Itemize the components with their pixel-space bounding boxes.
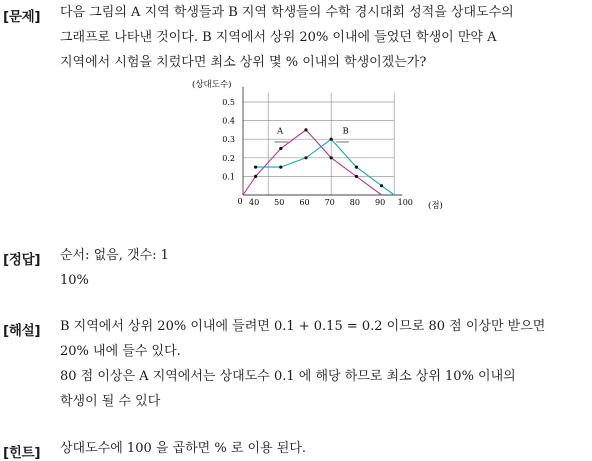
chart-svg xyxy=(190,75,452,215)
data-point-a xyxy=(304,128,307,131)
series-label-a: A xyxy=(277,126,284,137)
problem-text xyxy=(60,0,588,75)
y-axis-label: (상대도수) xyxy=(192,80,232,90)
data-point-b xyxy=(380,184,383,187)
explanation-line: 80 점 이상은 A 지역에서는 상대도수 0.1 에 해당 하므로 최소 상위 10% 이내의 xyxy=(60,369,516,384)
problem-line: 지역에서 시험을 치렀다면 최소 상위 몇 % 이내의 학생이겠는가? xyxy=(60,55,427,70)
problem-line: 그래프로 나타낸 것이다. B 지역에서 상위 20% 이내에 들었던 학생이 만약 A xyxy=(60,30,497,45)
x-tick-label: 70 xyxy=(324,198,335,207)
explanation-tag: [해설] xyxy=(3,323,41,339)
y-tick-label: 0.4 xyxy=(222,116,235,126)
x-tick-label: 60 xyxy=(299,198,310,207)
y-tick-label: 0.1 xyxy=(222,172,235,182)
explanation-line: 학생이 될 수 있다 xyxy=(60,394,161,409)
problem-tag: [문제] xyxy=(3,9,41,25)
x-tick-label: 100 xyxy=(397,198,413,207)
y-tick-label: 0.2 xyxy=(222,153,235,163)
x-tick-label: 0 xyxy=(237,197,243,206)
explanation-line: 20% 내에 들수 있다. xyxy=(60,344,181,359)
answer-line: 순서: 없음, 갯수: 1 xyxy=(60,248,169,263)
data-point-b xyxy=(254,166,257,169)
chart-series xyxy=(243,128,394,195)
x-tick-label: 40 xyxy=(248,198,260,207)
data-point-b xyxy=(355,166,358,169)
hint-text xyxy=(60,436,588,461)
data-point-a xyxy=(330,156,333,159)
y-tick-label: 0.3 xyxy=(222,135,235,145)
x-tick-label: 90 xyxy=(374,198,386,207)
data-point-b xyxy=(304,156,307,159)
data-point-a xyxy=(355,175,358,178)
x-tick-label: 80 xyxy=(349,198,360,207)
answer-tag: [정답] xyxy=(3,252,41,268)
series-line-b xyxy=(256,139,395,195)
y-tick-label: 0.5 xyxy=(222,98,235,107)
answer-value: 10% xyxy=(60,273,89,288)
frequency-polygon-chart xyxy=(190,75,452,215)
data-point-a xyxy=(254,175,257,178)
chart-axes xyxy=(222,87,413,207)
hint-line: 상대도수에 100 을 곱하면 % 로 이용 된다. xyxy=(60,441,307,456)
series-label-b: B xyxy=(342,126,349,137)
answer-text xyxy=(60,243,588,293)
data-point-b xyxy=(279,166,282,169)
explanation-text xyxy=(60,314,588,414)
x-tick-label: 50 xyxy=(274,198,285,207)
hint-tag: [힌트] xyxy=(3,445,41,461)
series-line-a xyxy=(243,130,382,195)
data-point-a xyxy=(279,147,282,150)
x-axis-label: (점) xyxy=(428,201,443,211)
problem-line: 다음 그림의 A 지역 학생들과 B 지역 학생들의 수학 경시대회 성적을 상대도수의 xyxy=(60,5,514,20)
explanation-line: B 지역에서 상위 20% 이내에 들려면 0.1 + 0.15 = 0.2 이므로 80 점 이상만 받으면 xyxy=(60,319,546,334)
data-point-b xyxy=(330,138,333,141)
